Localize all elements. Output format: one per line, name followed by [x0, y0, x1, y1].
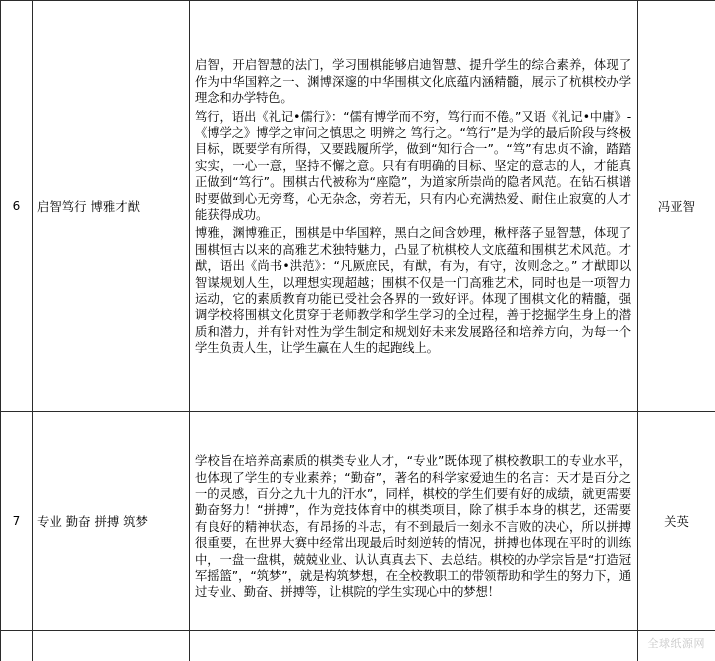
empty-cell: [33, 631, 190, 661]
empty-cell: [1, 631, 33, 661]
row-number: 7: [1, 412, 33, 631]
motto-cell: 启智笃行 博雅才猷: [33, 1, 190, 412]
description-paragraph: 启智，开启智慧的法门，学习围棋能够启迪智慧、提升学生的综合素养，体现了作为中华国粹之一、渊博深邃的中华围棋文化底蕴内涵精髓，展示了杭棋校办学理念和办学特色。: [190, 55, 637, 106]
table-row: [1, 412, 715, 631]
author-cell: 关英: [638, 412, 715, 631]
table-row: [1, 1, 715, 412]
table-row: [1, 631, 715, 661]
description-paragraph: 博雅，渊博雅正，围棋是中华国粹，黑白之间含妙理，楸枰落子显智慧，体现了围棋恒古以来的高雅艺术独特魅力，凸显了杭棋校人文底蕴和围棋艺术风范。才猷，语出《尚书•洪范》：“凡厥庶民，有猷，有为，有守，汝则念之。” 才猷即以智谋规划人生，以理想实现超越；围棋不仅是一门高雅艺术，同时也是一项智力运动，它的素质教育功能已受社会各界的一致好评。体现了围棋文化的精髓，强调学校将围棋文化贯穿于老师教学和学生学习的全过程，善于挖掘学生身上的潜质和潜力，并有针对性为学生制定和规划好未来发展路径和培养方向，为每一个学生负责人生，让学生赢在人生的起跑线上。: [190, 223, 637, 356]
description-paragraph: 笃行，语出《礼记•儒行》：“儒有博学而不穷，笃行而不倦。”又语《礼记•中庸》-《博学之》博学之审问之慎思之 明辨之 笃行之。“笃行”是为学的最后阶段与终极目标，既要学有所得，又要践履所学，做到“知行合一”。“笃”有忠贞不渝，踏踏实实，一心一意，坚持不懈之意。只有有明确的目标、坚定的意志的人，才能真正做到“笃行”。围棋古代被称为“座隐”，为道家所崇尚的隐者风范。在钻石棋谱时要做到心无旁骛，心无杂念，旁若无，只有内心充满热爱、耐住止寂寞的人才能获得成功。: [190, 107, 637, 224]
row-number: 6: [1, 1, 33, 412]
description-cell: [190, 412, 638, 631]
watermark: 全球纸源网: [648, 635, 706, 651]
motto-cell: 专业 勤奋 拼搏 筑梦: [33, 412, 190, 631]
description-cell: [190, 1, 638, 412]
description-paragraph: 学校旨在培养高素质的棋类专业人才，“专业”既体现了棋校教职工的专业水平，也体现了学生的专业素养；“勤奋”，著名的科学家爱迪生的名言：天才是百分之一的灵感，百分之九十九的汗水”，同样，棋校的学生们要有好的成绩，就更需要勤奋努力！“拼搏”，作为竞技体育中的棋类项目，除了棋手本身的棋艺，还需要有良好的精神状态，有昂扬的斗志，有不到最后一刻永不言败的决心，所以拼搏很重要，在世界大赛中经常出现最后时刻逆转的情况，拼搏也体现在平时的训练中，一盘一盘棋，兢兢业业、认认真真去下、去总结。棋校的办学宗旨是“打造冠军摇篮”，“筑梦”，就是构筑梦想，在全校教职工的带领帮助和学生的努力下，通过专业、勤奋、拼搏等，让棋院的学生实现心中的梦想！: [190, 441, 637, 601]
author-cell: 冯亚智: [638, 1, 715, 412]
empty-cell: [190, 631, 638, 661]
